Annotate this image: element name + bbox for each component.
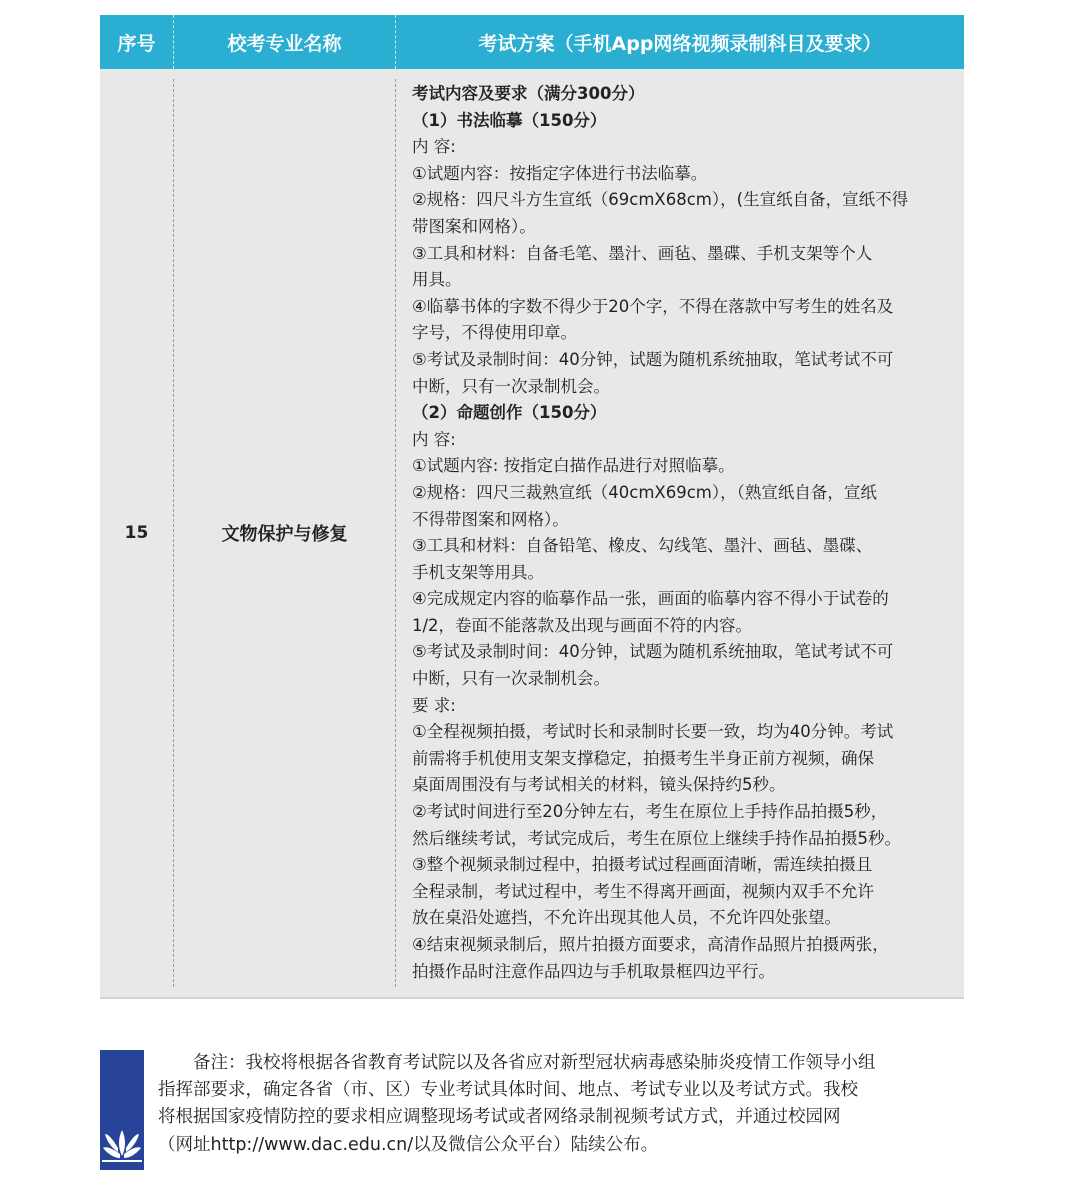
remark-line: 备注：我校将根据各省教育考试院以及各省应对新型冠状病毒感染肺炎疫情工作领导小组 (158, 1053, 876, 1073)
table-row (100, 69, 964, 999)
plan-line: ④完成规定内容的临摹作品一张，画面的临摹内容不得小于试卷的 (412, 589, 889, 609)
remark-line: 指挥部要求，确定各省（市、区）专业考试具体时间、地点、考试专业以及考试方式。我校 (158, 1080, 858, 1101)
exam-table (100, 15, 964, 999)
plan-line: 1/2，卷面不能落款及出现与画面不符的内容。 (412, 615, 753, 635)
remark-line: 将根据国家疫情防控的要求相应调整现场考试或者网络录制视频考试方式，并通过校园网 (158, 1107, 841, 1128)
remark-section (100, 1050, 964, 1173)
plan-line: 然后继续考试，考试完成后，考生在原位上继续手持作品拍摄5秒。 (412, 828, 901, 848)
plan-line: 放在桌沿处遮挡，不允许出现其他人员，不允许四处张望。 (412, 908, 841, 928)
plan-line: ②规格：四尺斗方生宣纸（69cmX68cm），(生宣纸自备，宣纸不得 (412, 190, 909, 210)
plan-line: 带图案和网格）。 (412, 216, 536, 236)
row-exam-plan (396, 69, 964, 997)
school-flower-icon (100, 1050, 144, 1170)
plan-line: ④临摹书体的字数不得少于20个字，不得在落款中写考生的姓名及 (412, 296, 894, 316)
plan-line: ⑤考试及录制时间：40分钟，试题为随机系统抽取，笔试考试不可 (412, 349, 894, 369)
plan-line: （2）命题创作（150分） (412, 403, 607, 423)
plan-line: 全程录制，考试过程中，考生不得离开画面，视频内双手不允许 (412, 881, 874, 901)
header-major-name: 校考专业名称 (174, 15, 396, 69)
row-index: 15 (100, 79, 174, 987)
plan-line: ⑤考试及录制时间：40分钟，试题为随机系统抽取，笔试考试不可 (412, 642, 894, 662)
plan-line: ③工具和材料：自备铅笔、橡皮、勾线笔、墨汁、画毡、墨碟、 (412, 536, 873, 556)
row-major-name: 文物保护与修复 (174, 79, 396, 987)
header-index: 序号 (100, 15, 174, 69)
remark-text (158, 1050, 964, 1159)
plan-line: 拍摄作品时注意作品四边与手机取景框四边平行。 (412, 961, 775, 981)
plan-line: 桌面周围没有与考试相关的材料，镜头保持约5秒。 (412, 775, 786, 795)
table-header (100, 15, 964, 69)
plan-line: ④结束视频录制后，照片拍摄方面要求，高清作品照片拍摄两张， (412, 935, 889, 954)
plan-line: 中断，只有一次录制机会。 (412, 376, 610, 396)
plan-line: ③工具和材料：自备毛笔、墨汁、画毡、墨碟、手机支架等个人 (412, 243, 873, 263)
plan-line: ①试题内容：按指定字体进行书法临摹。 (412, 163, 708, 183)
plan-line: 用具。 (412, 270, 462, 290)
plan-line: 考试内容及要求（满分300分） (412, 84, 645, 103)
header-exam-plan: 考试方案（手机App网络视频录制科目及要求） (478, 32, 882, 55)
remark-logo-bar (100, 1050, 144, 1170)
plan-line: ③整个视频录制过程中，拍摄考试过程画面清晰，需连续拍摄且 (412, 855, 873, 875)
plan-line: 字号，不得使用印章。 (412, 323, 577, 343)
plan-line: ①全程视频拍摄，考试时长和录制时长要一致，均为40分钟。考试 (412, 722, 894, 742)
plan-line: 手机支架等用具。 (412, 562, 544, 582)
plan-line: 内 容: (412, 137, 456, 157)
plan-line: 前需将手机使用支架支撑稳定，拍摄考生半身正前方视频，确保 (412, 748, 874, 768)
plan-line: 不得带图案和网格）。 (412, 509, 569, 529)
plan-line: ①试题内容: 按指定白描作品进行对照临摹。 (412, 456, 735, 476)
plan-line: 内 容: (412, 429, 456, 449)
plan-line: 中断，只有一次录制机会。 (412, 669, 610, 689)
plan-line: ②规格：四尺三裁熟宣纸（40cmX69cm），（熟宣纸自备，宣纸 (412, 482, 877, 502)
remark-line: （网址http://www.dac.edu.cn/以及微信公众平台）陆续公布。 (158, 1134, 659, 1155)
plan-line: 要 求: (412, 695, 456, 715)
plan-line: （1）书法临摹（150分） (412, 110, 607, 130)
plan-line: ②考试时间进行至20分钟左右，考生在原位上手持作品拍摄5秒， (412, 802, 888, 822)
